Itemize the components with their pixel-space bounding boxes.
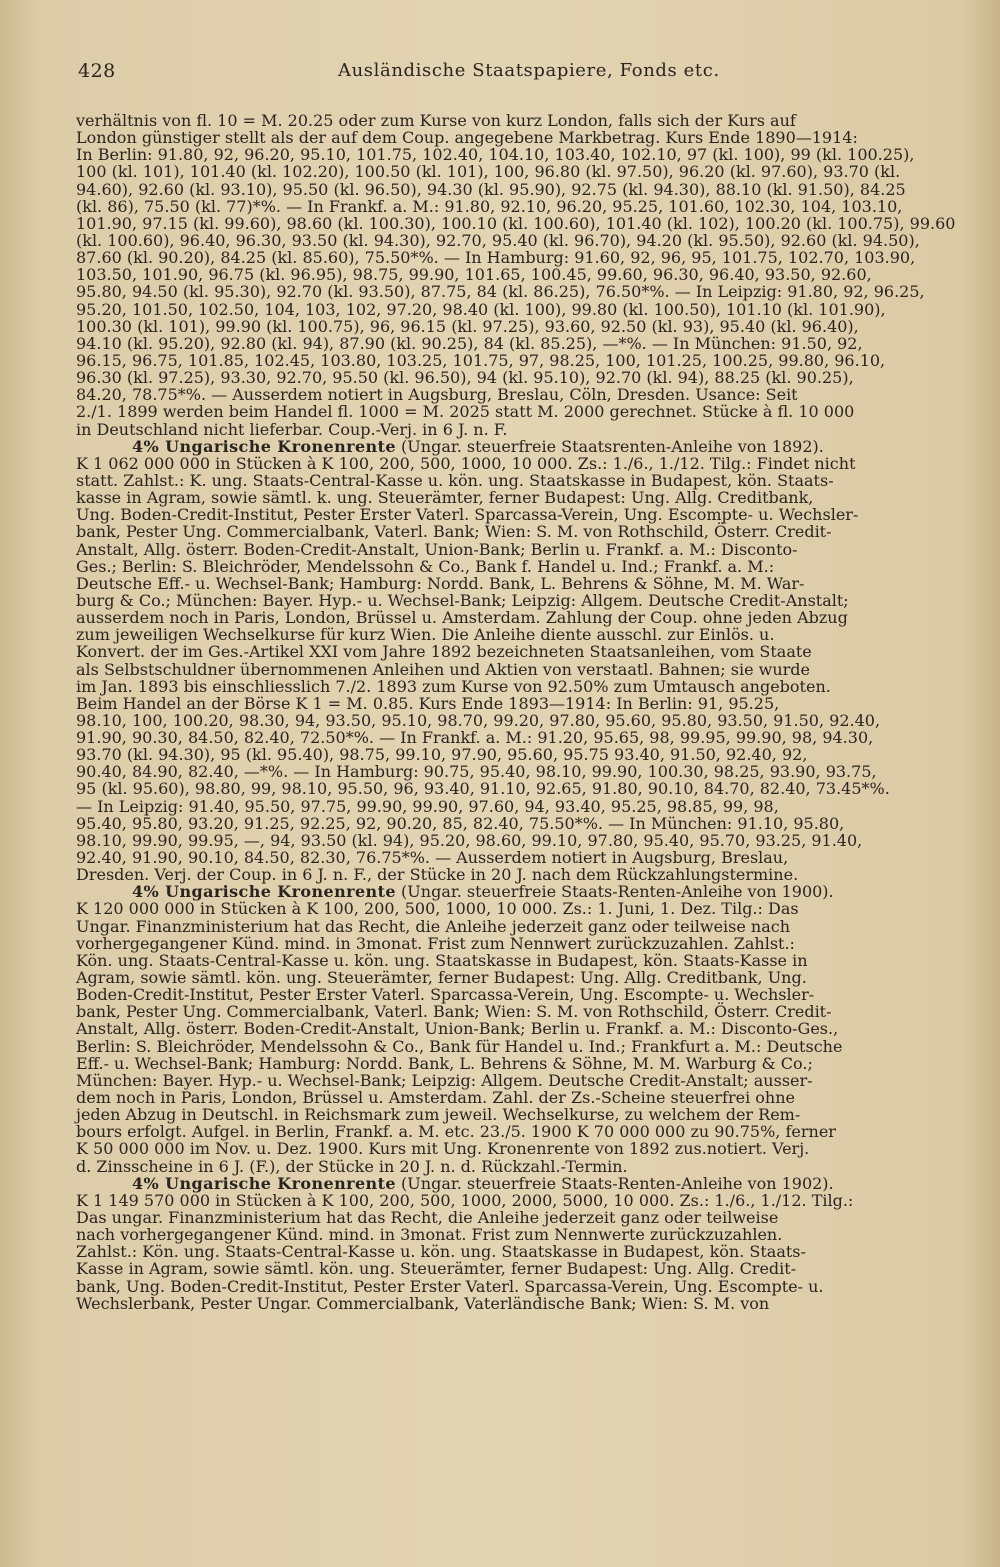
text-line: (kl. 100.60), 96.40, 96.30, 93.50 (kl. 94.30), 92.70, 95.40 (kl. 96.70), 94.20 (kl. 95.50), 92.60 (kl. 94.50), [76, 230, 920, 250]
text-line: 94.10 (kl. 95.20), 92.80 (kl. 94), 87.90 (kl. 90.25), 84 (kl. 85.25), —*%. — In München: 91.50, 92, [76, 333, 863, 353]
paragraph-heading-line [76, 1175, 976, 1192]
text-line: d. Zinsscheine in 6 J. (F.), der Stücke in 20 J. n. d. Rückzahl.-Termin. [76, 1156, 628, 1176]
bond-title: 4% Ungarische Kronenrente [132, 1173, 396, 1193]
text-line: 100.30 (kl. 101), 99.90 (kl. 100.75), 96, 96.15 (kl. 97.25), 93.60, 92.50 (kl. 93), 95.40 (kl. 96.40), [76, 316, 859, 336]
text-line: 93.70 (kl. 94.30), 95 (kl. 95.40), 98.75, 99.10, 97.90, 95.60, 95.75 93.40, 91.50, 92.40, 92, [76, 745, 808, 765]
text-line: Zahlst.: Kön. ung. Staats-Central-Kasse u. kön. ung. Staatskasse in Budapest, kön. Staats- [76, 1242, 806, 1262]
paragraph-heading-line [76, 438, 976, 455]
text-line: Das ungar. Finanzministerium hat das Recht, die Anleihe jederzeit ganz oder teilweise [76, 1208, 779, 1227]
text-line: 90.40, 84.90, 82.40, —*%. — In Hamburg: 90.75, 95.40, 98.10, 99.90, 100.30, 98.25, 93.90, 93.75, [76, 762, 877, 782]
text-line: als Selbstschuldner übernommenen Anleihen und Aktien von verstaatl. Bahnen; sie wurde [76, 659, 810, 679]
text-line: jeden Abzug in Deutschl. in Reichsmark zum jeweil. Wechselkurse, zu welchem der Rem- [76, 1105, 801, 1125]
paragraph-heading-line [76, 883, 976, 900]
text-line: München: Bayer. Hyp.- u. Wechsel-Bank; Leipzig: Allgem. Deutsche Credit-Anstalt; ausser- [76, 1070, 813, 1090]
text-line: ausserdem noch in Paris, London, Brüssel u. Amsterdam. Zahlung der Coup. ohne jeden Abzug [76, 608, 848, 628]
text-line: bank, Pester Ung. Commercialbank, Vaterl. Bank; Wien: S. M. von Rothschild, Österr. Credit- [76, 522, 832, 542]
text-line: K 1 149 570 000 in Stücken à K 100, 200, 500, 1000, 2000, 5000, 10 000. Zs.: 1./6., 1./12. Tilg.: [76, 1190, 854, 1210]
bond-description: (Ungar. steuerfreie Staats-Renten-Anleihe von 1902). [395, 1173, 834, 1193]
text-line: Berlin: S. Bleichröder, Mendelssohn & Co., Bank für Handel u. Ind.; Frankfurt a. M.: Deutsche [76, 1036, 843, 1056]
text-line: 100 (kl. 101), 101.40 (kl. 102.20), 100.50 (kl. 101), 100, 96.80 (kl. 97.50), 96.20 (kl. 97.60), 93.70 (kl. [76, 162, 901, 182]
bond-description: (Ungar. steuerfreie Staats-Renten-Anleihe von 1900). [395, 882, 834, 902]
text-line: kasse in Agram, sowie sämtl. k. ung. Steuerämter, ferner Budapest: Ung. Allg. Creditbank, [76, 488, 814, 508]
text-line: 87.60 (kl. 90.20), 84.25 (kl. 85.60), 75.50*%. — In Hamburg: 91.60, 92, 96, 95, 101.75, 102.70, 103.90, [76, 248, 916, 268]
text-line: 92.40, 91.90, 90.10, 84.50, 82.30, 76.75*%. — Ausserdem notiert in Augsburg, Breslau, [76, 848, 789, 868]
text-line: 103.50, 101.90, 96.75 (kl. 96.95), 98.75, 99.90, 101.65, 100.45, 99.60, 96.30, 96.40, 93.50, 92.60, [76, 265, 872, 285]
text-line: Boden-Credit-Institut, Pester Erster Vaterl. Sparcassa-Verein, Ung. Escompte- u. Wechsler- [76, 985, 815, 1005]
text-line: 98.10, 100, 100.20, 98.30, 94, 93.50, 95.10, 98.70, 99.20, 97.80, 95.60, 95.80, 93.50, 91.50, 92.40, [76, 710, 881, 730]
text-line: Deutsche Eff.- u. Wechsel-Bank; Hamburg: Nordd. Bank, L. Behrens & Söhne, M. M. War- [76, 573, 805, 593]
text-line: (kl. 86), 75.50 (kl. 77)*%. — In Frankf. a. M.: 91.80, 92.10, 96.20, 95.25, 101.60, 102.30, 104, 103.10, [76, 196, 903, 216]
text-line: im Jan. 1893 bis einschliesslich 7./2. 1893 zum Kurse von 92.50% zum Umtausch angeboten. [76, 676, 831, 696]
text-line: 96.30 (kl. 97.25), 93.30, 92.70, 95.50 (kl. 96.50), 94 (kl. 95.10), 92.70 (kl. 94), 88.25 (kl. 90.25), [76, 368, 854, 388]
text-line: verhältnis von fl. 10 = M. 20.25 oder zum Kurse von kurz London, falls sich der Kurs auf [76, 111, 796, 130]
text-line: Dresden. Verj. der Coup. in 6 J. n. F., der Stücke in 20 J. nach dem Rückzahlungstermine. [76, 865, 799, 885]
text-line: Agram, sowie sämtl. kön. ung. Steuerämter, ferner Budapest: Ung. Allg. Creditbank, Ung. [76, 968, 807, 988]
text-line: bank, Pester Ung. Commercialbank, Vaterl. Bank; Wien: S. M. von Rothschild, Österr. Credit- [76, 1002, 832, 1022]
bond-title: 4% Ungarische Kronenrente [132, 436, 396, 456]
text-line: Beim Handel an der Börse K 1 = M. 0.85. Kurs Ende 1893—1914: In Berlin: 91, 95.25, [76, 693, 780, 713]
text-line: K 120 000 000 in Stücken à K 100, 200, 500, 1000, 10 000. Zs.: 1. Juni, 1. Dez. Tilg.: Das [76, 899, 799, 919]
text-line: 91.90, 90.30, 84.50, 82.40, 72.50*%. — In Frankf. a. M.: 91.20, 95.65, 98, 99.95, 99.90, 98, 94.30, [76, 728, 874, 748]
text-line: nach vorhergegangener Künd. mind. in 3monat. Frist zum Nennwerte zurückzuzahlen. [76, 1225, 783, 1245]
text-line: K 1 062 000 000 in Stücken à K 100, 200, 500, 1000, 10 000. Zs.: 1./6., 1./12. Tilg.: Findet nicht [76, 453, 856, 473]
text-line: in Deutschland nicht lieferbar. Coup.-Verj. in 6 J. n. F. [76, 419, 508, 439]
text-line: Eff.- u. Wechsel-Bank; Hamburg: Nordd. Bank, L. Behrens & Söhne, M. M. Warburg & Co.; [76, 1053, 813, 1073]
page-header [78, 60, 960, 88]
text-line: 95 (kl. 95.60), 98.80, 99, 98.10, 95.50, 96, 93.40, 91.10, 92.65, 91.80, 90.10, 84.70, 82.40, 73.45*%. [76, 779, 890, 799]
text-line: bours erfolgt. Aufgel. in Berlin, Frankf. a. M. etc. 23./5. 1900 K 70 000 000 zu 90.75%, ferner [76, 1122, 836, 1142]
bond-description: (Ungar. steuerfreie Staatsrenten-Anleihe von 1892). [395, 436, 824, 456]
body-text [76, 112, 976, 1312]
text-line: — In Leipzig: 91.40, 95.50, 97.75, 99.90, 99.90, 97.60, 94, 93.40, 95.25, 98.85, 99, 98, [76, 796, 779, 816]
text-line: dem noch in Paris, London, Brüssel u. Amsterdam. Zahl. der Zs.-Scheine steuerfrei ohne [76, 1088, 795, 1108]
text-line: Ungar. Finanzministerium hat das Recht, die Anleihe jederzeit ganz oder teilweise nach [76, 916, 791, 936]
text-line: 95.40, 95.80, 93.20, 91.25, 92.25, 92, 90.20, 85, 82.40, 75.50*%. — In München: 91.10, 95.80, [76, 813, 845, 833]
text-line: zum jeweiligen Wechselkurse für kurz Wien. Die Anleihe diente ausschl. zur Einlös. u. [76, 625, 775, 645]
text-line: 101.90, 97.15 (kl. 99.60), 98.60 (kl. 100.30), 100.10 (kl. 100.60), 101.40 (kl. 102), 100.20 (kl. 100.75), 99.60 [76, 213, 956, 233]
text-line: Konvert. der im Ges.-Artikel XXI vom Jahre 1892 bezeichneten Staatsanleihen, vom Staate [76, 642, 812, 662]
text-line: Wechslerbank, Pester Ungar. Commercialbank, Vaterländische Bank; Wien: S. M. von [76, 1293, 770, 1313]
paragraph [76, 1175, 976, 1312]
text-line: Ges.; Berlin: S. Bleichröder, Mendelssohn & Co., Bank f. Handel u. Ind.; Frankf. a. M.: [76, 556, 775, 576]
text-line: Anstalt, Allg. österr. Boden-Credit-Anstalt, Union-Bank; Berlin u. Frankf. a. M.: Disconto- [76, 539, 798, 559]
text-line: Ung. Boden-Credit-Institut, Pester Erster Vaterl. Sparcassa-Verein, Ung. Escompte- u. Wechsler- [76, 505, 859, 525]
text-line: statt. Zahlst.: K. ung. Staats-Central-Kasse u. kön. ung. Staatskasse in Budapest, kön. Staats- [76, 470, 834, 490]
text-line: 2./1. 1899 werden beim Handel fl. 1000 = M. 2025 statt M. 2000 gerechnet. Stücke à fl. 10 000 [76, 402, 855, 422]
text-line: 95.80, 94.50 (kl. 95.30), 92.70 (kl. 93.50), 87.75, 84 (kl. 86.25), 76.50*%. — In Leipzig: 91.80, 92, 96.25, [76, 282, 925, 302]
text-line: Kön. ung. Staats-Central-Kasse u. kön. ung. Staatskasse in Budapest, kön. Staats-Kasse in [76, 950, 808, 970]
text-line: In Berlin: 91.80, 92, 96.20, 95.10, 101.75, 102.40, 104.10, 103.40, 102.10, 97 (kl. 100), 99 (kl. 100.25), [76, 145, 915, 165]
text-line: Anstalt, Allg. österr. Boden-Credit-Anstalt, Union-Bank; Berlin u. Frankf. a. M.: Disconto-Ges., [76, 1019, 839, 1039]
text-line: 98.10, 99.90, 99.95, —, 94, 93.50 (kl. 94), 95.20, 98.60, 99.10, 97.80, 95.40, 95.70, 93.25, 91.40, [76, 830, 863, 850]
text-line: bank, Ung. Boden-Credit-Institut, Pester Erster Vaterl. Sparcassa-Verein, Ung. Escompte- u. [76, 1276, 824, 1296]
paragraph [76, 112, 976, 438]
page-number: 428 [78, 60, 116, 82]
text-line: 94.60), 92.60 (kl. 93.10), 95.50 (kl. 96.50), 94.30 (kl. 95.90), 92.75 (kl. 94.30), 88.10 (kl. 91.50), 84.25 [76, 179, 906, 199]
text-line: 95.20, 101.50, 102.50, 104, 103, 102, 97.20, 98.40 (kl. 100), 99.80 (kl. 100.50), 101.10 (kl. 101.90), [76, 299, 886, 319]
text-line: burg & Co.; München: Bayer. Hyp.- u. Wechsel-Bank; Leipzig: Allgem. Deutsche Credit-Anstalt; [76, 590, 849, 610]
text-line: Kasse in Agram, sowie sämtl. kön. ung. Steuerämter, ferner Budapest: Ung. Allg. Credit- [76, 1259, 797, 1279]
text-line: London günstiger stellt als der auf dem Coup. angegebene Markbetrag. Kurs Ende 1890—1914: [76, 128, 858, 148]
paragraph [76, 883, 976, 1174]
running-head: Ausländische Staatspapiere, Fonds etc. [338, 60, 720, 81]
text-line: 96.15, 96.75, 101.85, 102.45, 103.80, 103.25, 101.75, 97, 98.25, 100, 101.25, 100.25, 99.80, 96.10, [76, 350, 886, 370]
bond-title: 4% Ungarische Kronenrente [132, 882, 396, 902]
text-line: vorhergegangener Künd. mind. in 3monat. Frist zum Nennwert zurückzuzahlen. Zahlst.: [76, 933, 795, 953]
text-line: 84.20, 78.75*%. — Ausserdem notiert in Augsburg, Breslau, Cöln, Dresden. Usance: Seit [76, 385, 798, 405]
text-line: K 50 000 000 im Nov. u. Dez. 1900. Kurs mit Ung. Kronenrente von 1892 zus.notiert. Verj. [76, 1139, 810, 1159]
paragraph [76, 438, 976, 884]
